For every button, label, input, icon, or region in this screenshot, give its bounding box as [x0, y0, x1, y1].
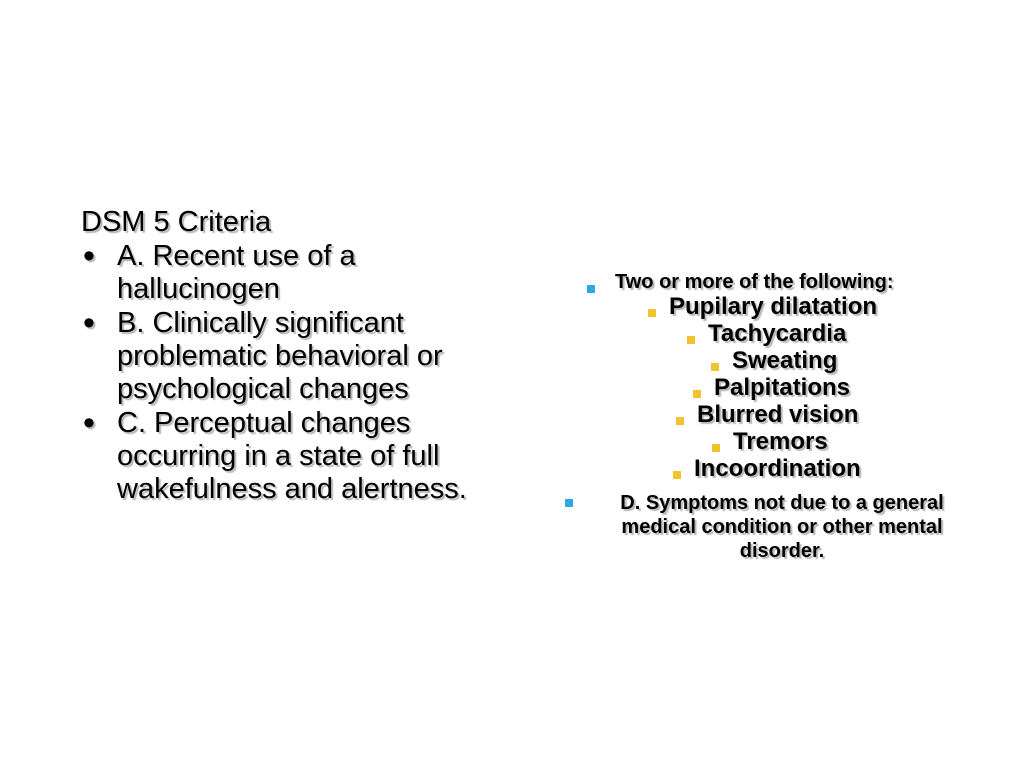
symptom-text: Sweating [732, 347, 838, 374]
square-bullet-icon [693, 390, 701, 398]
left-column [81, 205, 521, 506]
symptom-text: Tachycardia [708, 320, 847, 347]
square-bullet-icon [673, 471, 681, 479]
symptom-item [712, 428, 828, 456]
bullet-icon: • [83, 237, 95, 275]
square-bullet-icon [587, 285, 595, 293]
bullet-icon: • [83, 304, 95, 342]
symptom-item [676, 401, 858, 429]
symptom-item [648, 293, 877, 321]
symptom-item [693, 374, 850, 402]
symptom-text: Incoordination [694, 455, 861, 482]
square-bullet-icon [648, 309, 656, 317]
criteria-item-text: B. Clinically significant problematic behavioral or psychological changes [117, 307, 443, 405]
criteria-item-a [81, 237, 521, 306]
square-bullet-icon [687, 336, 695, 344]
square-bullet-icon [712, 444, 720, 452]
symptom-text: Tremors [733, 428, 828, 455]
bullet-icon: • [83, 404, 95, 442]
criteria-item-text: C. Perceptual changes occurring in a state of full wakefulness and alertness. [117, 407, 467, 505]
criteria-item-c [81, 404, 521, 506]
symptoms-intro [588, 271, 894, 294]
criterion-d [570, 491, 980, 563]
symptoms-intro-text: Two or more of the following: [615, 271, 894, 293]
criterion-d-text: D. Symptoms not due to a general medical condition or other mental disorder. [620, 492, 944, 562]
symptom-text: Palpitations [714, 374, 851, 401]
square-bullet-icon [565, 499, 573, 507]
criteria-heading: DSM 5 Criteria [81, 206, 272, 238]
symptom-item [687, 320, 846, 348]
symptom-item [711, 347, 837, 375]
criteria-item-text: A. Recent use of a hallucinogen [117, 240, 356, 305]
square-bullet-icon [711, 363, 719, 371]
criteria-list [81, 237, 521, 506]
symptom-item [673, 455, 861, 483]
symptom-text: Pupilary dilatation [669, 293, 878, 320]
symptom-text: Blurred vision [697, 401, 859, 428]
square-bullet-icon [676, 417, 684, 425]
criteria-item-b [81, 304, 521, 406]
